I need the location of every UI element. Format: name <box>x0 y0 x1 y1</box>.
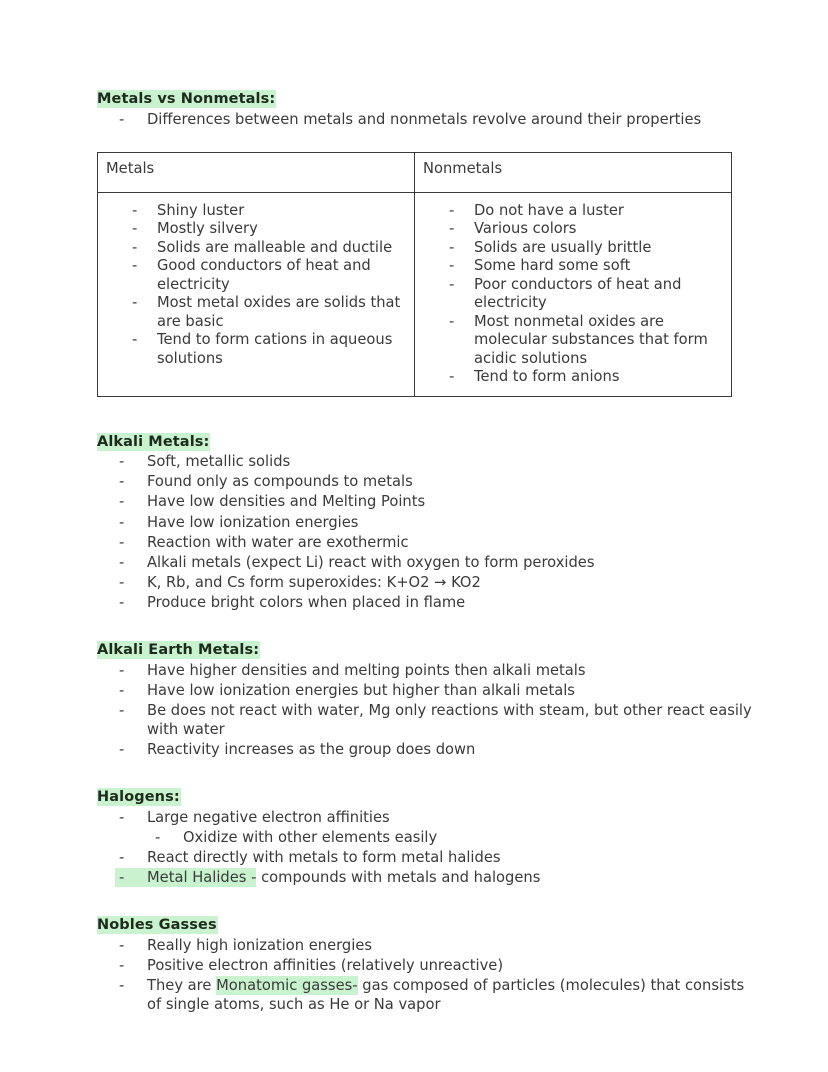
list-item <box>102 331 410 368</box>
list-item-text: Positive electron affinities (relatively unreactive) <box>147 956 504 974</box>
list-item <box>102 239 410 258</box>
list-item <box>97 936 757 955</box>
bullet-dash-icon: - <box>132 220 138 238</box>
heading-highlight: Alkali Metals: <box>97 433 210 450</box>
list-item <box>97 681 757 700</box>
document-content <box>97 90 757 1015</box>
table-header-row <box>98 152 732 192</box>
bullet-dash-icon: - <box>119 808 125 826</box>
list-item <box>102 294 410 331</box>
list-item <box>97 956 757 975</box>
metals-nonmetals-table <box>97 152 732 397</box>
heading-halogens <box>97 788 757 808</box>
list-item <box>419 202 727 221</box>
bullet-dash-icon: - <box>119 533 125 551</box>
bullet-dash-icon: - <box>119 110 125 128</box>
list-item <box>102 220 410 239</box>
highlighted-term: Metal Halides - <box>147 869 257 887</box>
list-item-text: Some hard some soft <box>474 257 631 275</box>
bullet-dash-icon: - <box>119 849 125 866</box>
list-item <box>419 220 727 239</box>
list-item <box>97 661 757 680</box>
bullet-dash-icon: - <box>119 473 125 491</box>
heading-highlight: Metals vs Nonmetals: <box>97 91 276 107</box>
list-item <box>97 513 757 532</box>
nonmetals-property-list <box>419 202 727 387</box>
list-item-text: Have low ionization energies <box>147 513 359 531</box>
list-item-text: Most metal oxides are solids that are basic <box>157 294 401 330</box>
heading-nobles-gasses <box>97 916 757 936</box>
list-item-text: Tend to form cations in aqueous solutions <box>157 331 393 367</box>
list-item-text: Do not have a luster <box>474 201 624 219</box>
list-item-text: Have higher densities and melting points then alkali metals <box>147 661 586 679</box>
bullet-dash-icon: - <box>155 828 161 846</box>
list-item <box>102 257 410 294</box>
list-item-text: Alkali metals (expect Li) react with oxygen to form peroxides <box>147 553 595 571</box>
list-item-text-before: They are <box>147 977 217 994</box>
list-item <box>102 202 410 221</box>
list-item-text: Solids are usually brittle <box>474 238 652 256</box>
bullet-dash-icon: - <box>119 493 125 511</box>
list-item <box>97 492 757 511</box>
list-item <box>419 276 727 313</box>
list-item-highlighted <box>97 868 757 887</box>
list-item-text: Found only as compounds to metals <box>147 473 413 491</box>
bullet-dash-icon: - <box>132 331 138 349</box>
list-item <box>419 368 727 387</box>
bullet-dash-icon: - <box>132 238 138 256</box>
bullet-dash-icon: - <box>449 368 455 386</box>
highlighted-term: Monatomic gasses- <box>216 977 358 994</box>
list-item-text: Be does not react with water, Mg only reactions with steam, but other react easily with water <box>147 701 752 738</box>
list-item-text: Produce bright colors when placed in flame <box>147 594 466 611</box>
bullet-dash-icon: - <box>119 573 125 591</box>
list-item <box>419 239 727 258</box>
list-item <box>97 533 757 552</box>
list-item <box>97 848 757 867</box>
table-header-cell-metals: Metals <box>98 152 415 192</box>
list-item <box>419 313 727 369</box>
table-row <box>98 192 732 396</box>
bullet-list-alkali-metals <box>97 452 757 612</box>
bullet-dash-icon: - <box>119 681 125 699</box>
list-item-text-rest: compounds with metals and halogens <box>256 869 541 887</box>
list-item-text <box>147 976 744 1013</box>
list-item-text: Solids are malleable and ductile <box>157 238 393 256</box>
list-item-text: React directly with metals to form metal halides <box>147 849 501 866</box>
bullet-dash-icon: - <box>119 956 125 974</box>
bullet-dash-icon: - <box>132 257 138 275</box>
list-item <box>97 452 757 471</box>
spacer <box>97 397 757 433</box>
list-item-text: Poor conductors of heat and electricity <box>474 275 682 312</box>
list-item-text: Tend to form anions <box>474 368 620 386</box>
list-item-text: Shiny luster <box>157 201 245 219</box>
heading-alkali-earth-metals <box>97 641 757 661</box>
bullet-dash-icon: - <box>119 977 125 994</box>
list-item <box>97 740 757 759</box>
metals-property-list <box>102 202 410 369</box>
heading-highlight: Halogens: <box>97 789 180 806</box>
spacer <box>97 760 757 788</box>
list-item-text: Have low densities and Melting Points <box>147 493 426 511</box>
bullet-dash-icon: - <box>119 741 125 759</box>
list-item <box>97 593 757 612</box>
bullet-list-halogens <box>97 808 757 887</box>
list-item-text: Reaction with water are exothermic <box>147 533 409 551</box>
list-item-text: Reactivity increases as the group does down <box>147 741 476 759</box>
bullet-dash-icon: - <box>449 257 455 275</box>
list-item-text: Mostly silvery <box>157 220 258 238</box>
heading-alkali-metals <box>97 433 757 453</box>
list-item-text <box>147 869 540 886</box>
list-item <box>97 701 757 739</box>
bullet-dash-icon: - <box>119 553 125 571</box>
list-item-text: Soft, metallic solids <box>147 453 291 471</box>
list-item <box>97 808 757 827</box>
bullet-list-metals-vs-nonmetals <box>97 110 757 129</box>
bullet-dash-icon: - <box>449 312 455 330</box>
bullet-list-nobles-gasses <box>97 936 757 1014</box>
bullet-dash-icon: - <box>449 275 455 293</box>
bullet-dash-icon: - <box>449 238 455 256</box>
bullet-dash-icon: - <box>449 220 455 238</box>
spacer <box>97 613 757 641</box>
bullet-dash-icon: - <box>119 513 125 531</box>
list-item <box>97 472 757 491</box>
bullet-list-alkali-earth-metals <box>97 661 757 760</box>
list-item-text: Differences between metals and nonmetals revolve around their properties <box>147 110 702 128</box>
list-item-text: K, Rb, and Cs form superoxides: K+O2 → KO2 <box>147 573 481 591</box>
bullet-dash-icon: - <box>119 453 125 471</box>
list-item-text-after: gas composed of particles (molecules) that consists of single atoms, such as He or Na vapor <box>147 977 745 1014</box>
bullet-dash-icon: - <box>119 869 125 887</box>
table-cell-nonmetals-properties <box>415 192 732 396</box>
list-item-sub <box>97 828 757 847</box>
spacer <box>97 130 757 152</box>
heading-metals-vs-nonmetals <box>97 90 757 110</box>
bullet-dash-icon: - <box>119 661 125 679</box>
list-item-text: Most nonmetal oxides are molecular substances that form acidic solutions <box>474 312 708 367</box>
table-cell-metals-properties <box>98 192 415 396</box>
list-item-text: Oxidize with other elements easily <box>183 828 438 846</box>
bullet-dash-icon: - <box>132 201 138 219</box>
list-item-text: Have low ionization energies but higher than alkali metals <box>147 681 575 699</box>
bullet-dash-icon: - <box>132 294 138 312</box>
list-item-text: Good conductors of heat and electricity <box>157 257 371 293</box>
heading-highlight: Alkali Earth Metals: <box>97 642 260 659</box>
list-item-text: Large negative electron affinities <box>147 808 390 826</box>
bullet-dash-icon: - <box>449 201 455 219</box>
bullet-dash-icon: - <box>119 594 125 611</box>
list-item-highlighted <box>97 976 757 1014</box>
bullet-dash-icon: - <box>119 936 125 954</box>
list-item <box>419 257 727 276</box>
list-item <box>97 110 757 129</box>
list-item <box>97 553 757 572</box>
list-item-text: Really high ionization energies <box>147 936 373 954</box>
list-item <box>97 573 757 592</box>
list-item-text: Various colors <box>474 220 577 238</box>
spacer <box>97 888 757 916</box>
bullet-dash-icon: - <box>119 701 125 719</box>
table-header-cell-nonmetals: Nonmetals <box>415 152 732 192</box>
heading-highlight: Nobles Gasses <box>97 917 217 934</box>
